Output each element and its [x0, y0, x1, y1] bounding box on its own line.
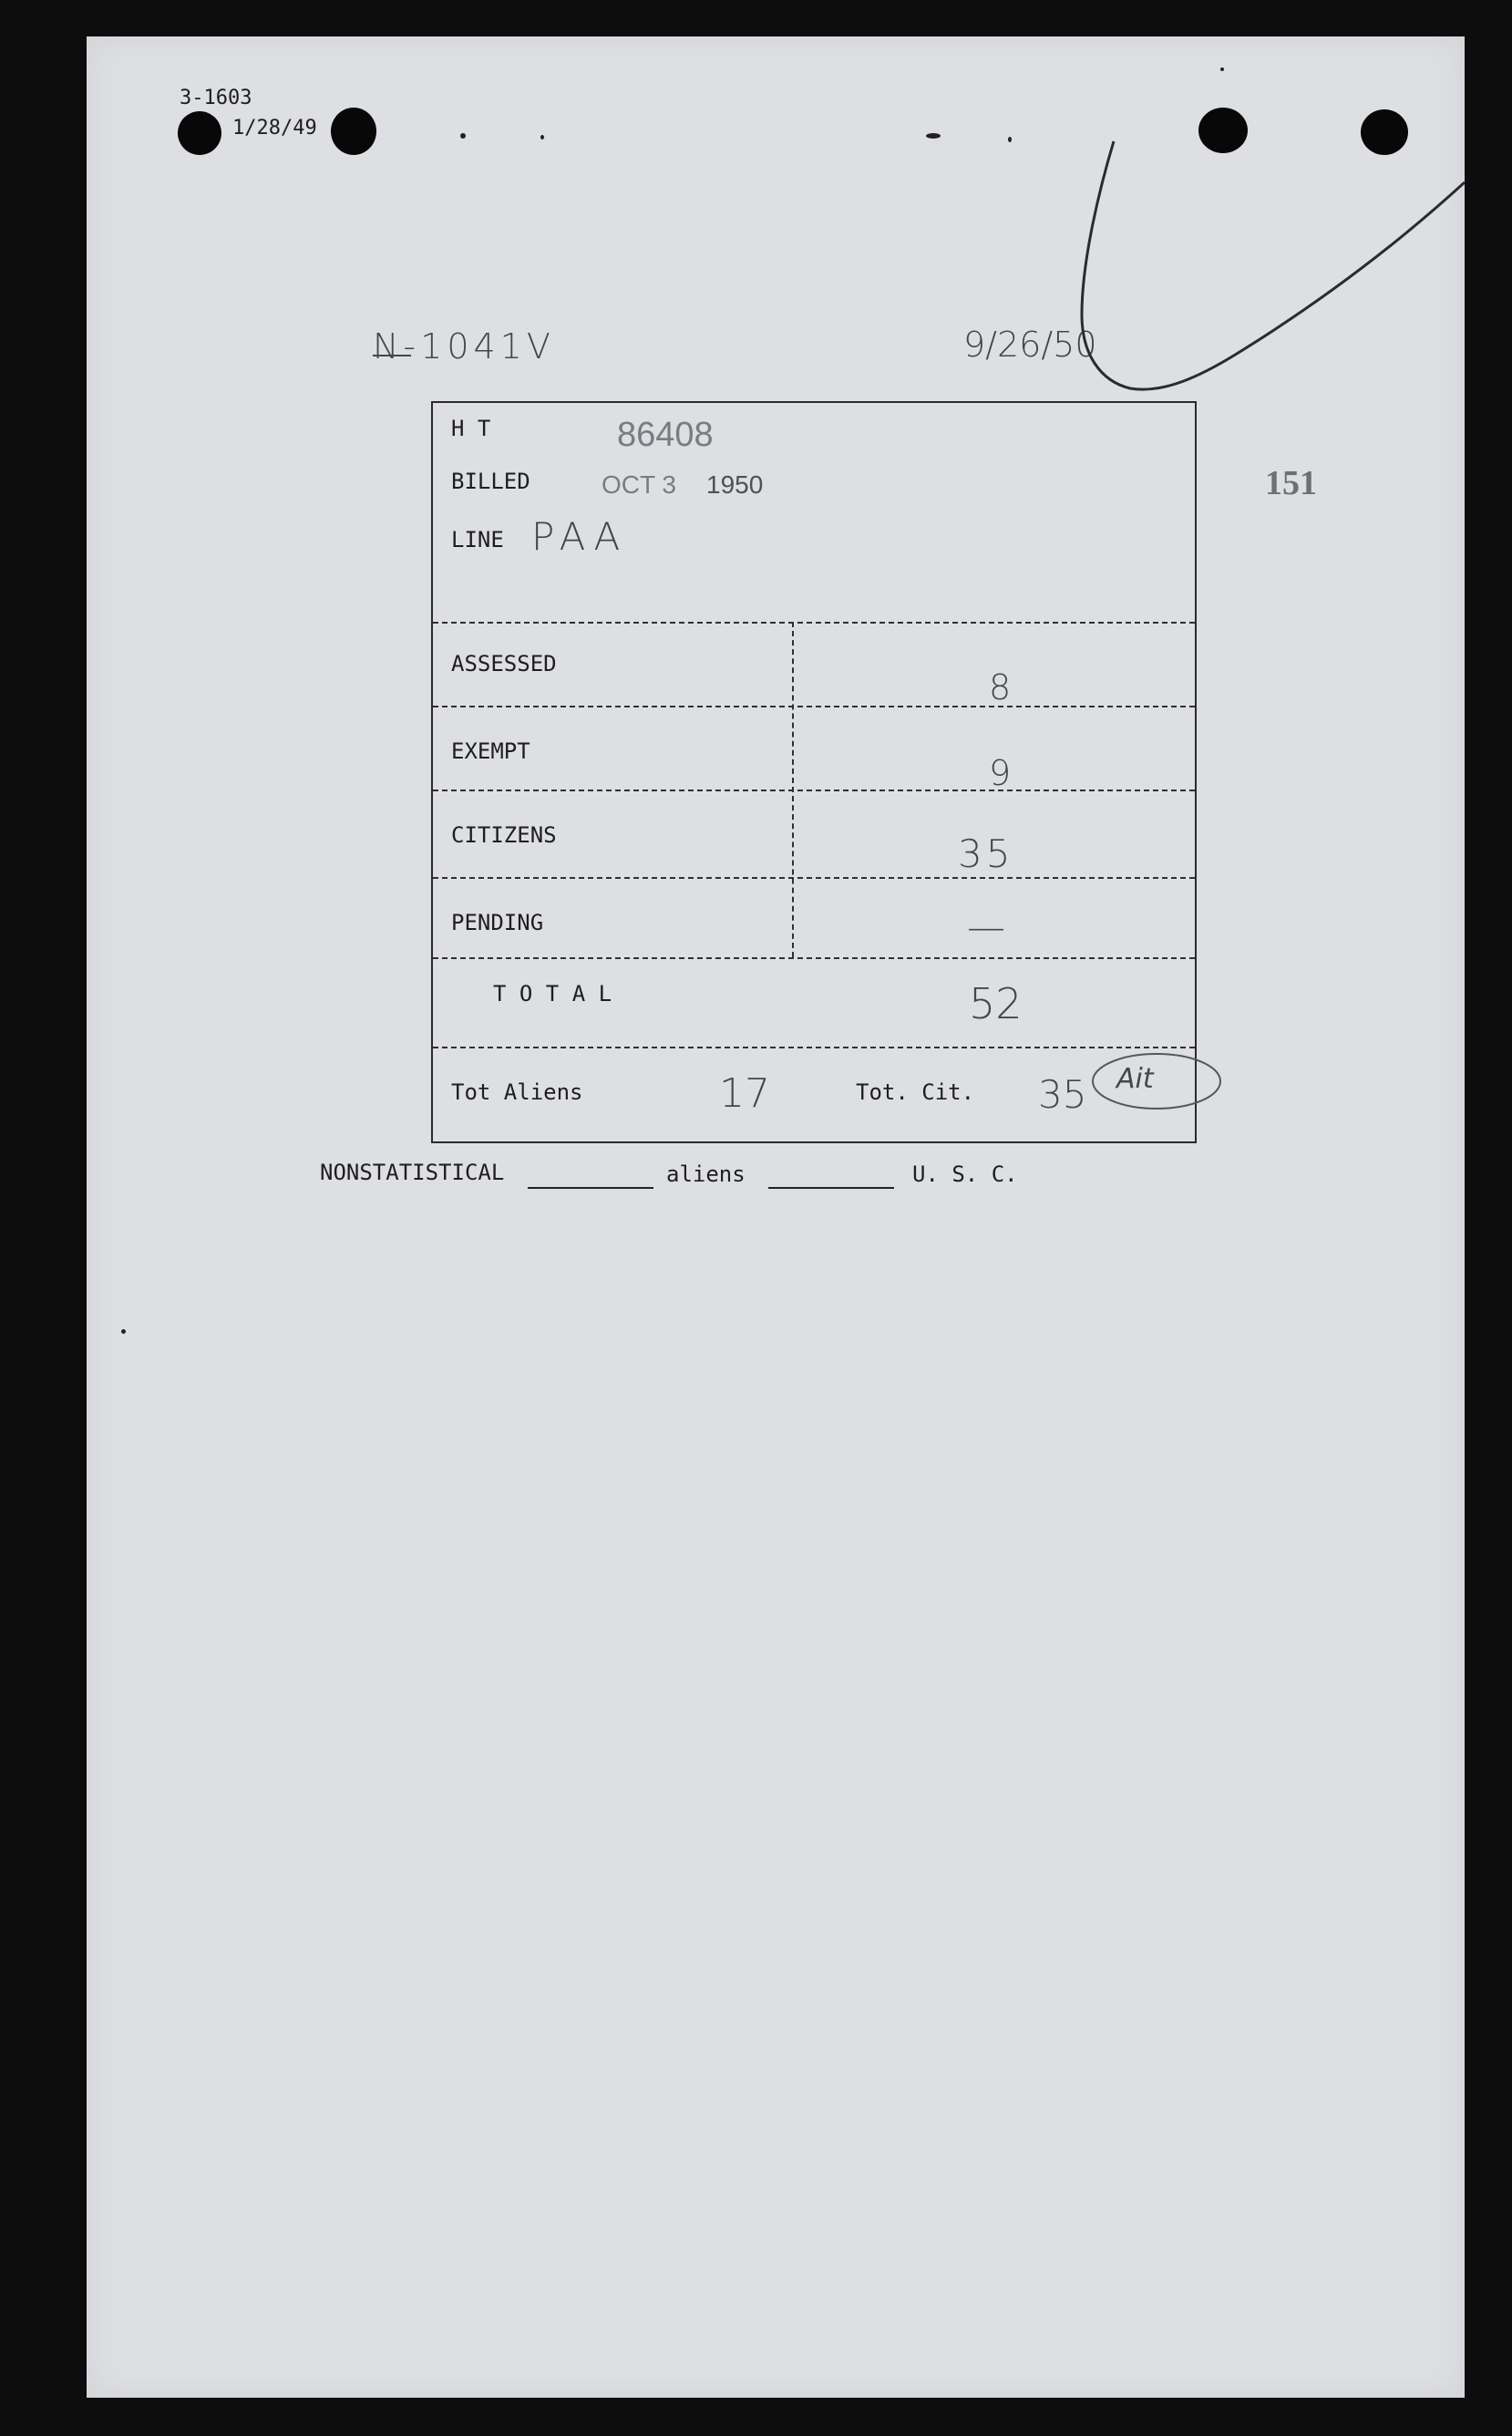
line-value-handwritten: PAA: [531, 514, 628, 559]
tot-aliens-value: 17: [719, 1070, 770, 1117]
form-revision: 1/28/49: [232, 117, 317, 139]
page-number: 151: [1265, 464, 1317, 502]
form-number: 3-1603: [180, 87, 252, 109]
assessed-label: ASSESSED: [451, 651, 557, 676]
pen-stroke-drawing: [87, 36, 1465, 2398]
billed-date-stamp: OCT 3: [602, 470, 676, 499]
assessed-value: 8: [989, 667, 1012, 707]
usc-label: U. S. C.: [912, 1161, 1018, 1187]
tot-aliens-label: Tot Aliens: [451, 1079, 583, 1105]
line-label: LINE: [451, 527, 504, 552]
exempt-value: 9: [989, 753, 1012, 793]
pending-label: PENDING: [451, 910, 544, 935]
aliens-label: aliens: [666, 1161, 746, 1187]
file-number-handwritten: N-1041V: [373, 326, 555, 366]
pending-value: —: [967, 904, 1005, 949]
total-value: 52: [969, 979, 1023, 1028]
billed-year-stamp: 1950: [706, 470, 764, 499]
initials-handwritten: Ait: [1116, 1063, 1154, 1095]
document-page: [87, 36, 1465, 2398]
ht-number-stamp: 86408: [617, 416, 714, 454]
exempt-label: EXEMPT: [451, 738, 530, 764]
citizens-label: CITIZENS: [451, 822, 557, 848]
date-handwritten: 9/26/50: [963, 325, 1097, 365]
tot-cit-value: 35: [1038, 1072, 1087, 1117]
billed-label: BILLED: [451, 469, 530, 494]
nonstatistical-label: NONSTATISTICAL: [320, 1160, 505, 1185]
tot-cit-label: Tot. Cit.: [856, 1079, 975, 1105]
ht-label: H T: [451, 416, 491, 441]
citizens-value: 35: [958, 831, 1014, 876]
total-label: T O T A L: [493, 981, 612, 1006]
